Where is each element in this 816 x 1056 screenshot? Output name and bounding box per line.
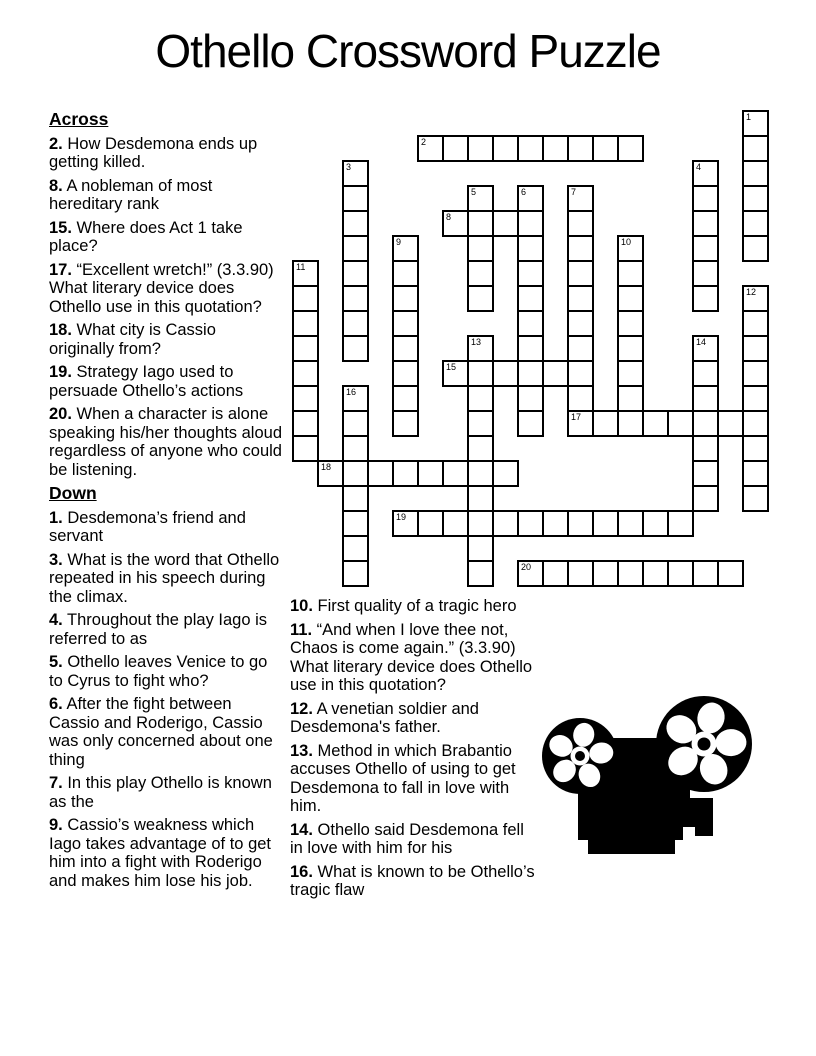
clues-column-left <box>49 110 285 895</box>
clue-number-label: 10. <box>290 597 313 615</box>
clue-number-label: 4. <box>49 611 63 629</box>
clue-number-13: 13 <box>471 337 482 347</box>
grid-cell[interactable] <box>542 360 569 387</box>
grid-cell[interactable] <box>742 435 769 462</box>
clue-across-19: 19. Strategy Iago used to persuade Othello’s actions <box>49 363 244 400</box>
clues-column-middle <box>290 597 535 905</box>
grid-cell[interactable] <box>517 310 544 337</box>
grid-cell[interactable] <box>392 460 419 487</box>
grid-cell[interactable] <box>392 310 419 337</box>
clue-across-2: 2. How Desdemona ends up getting killed. <box>49 134 258 171</box>
clue-down-6: 6. After the fight between Cassio and Roderigo, Cassio was only concerned about one thing <box>49 695 273 769</box>
grid-cell[interactable] <box>642 410 669 437</box>
grid-cell[interactable] <box>342 535 369 562</box>
clue-number-8: 8 <box>446 212 452 222</box>
grid-cell[interactable] <box>617 235 644 262</box>
film-reel-right <box>656 696 752 792</box>
grid-cell[interactable] <box>467 485 494 512</box>
grid-cell[interactable] <box>742 410 769 437</box>
clue-number-label: 9. <box>49 816 63 834</box>
grid-cell[interactable] <box>692 460 719 487</box>
grid-cell[interactable] <box>442 510 469 537</box>
clue-down-14: 14. Othello said Desdemona fell in love with him for his <box>290 820 524 857</box>
clue-number-1: 1 <box>746 112 752 122</box>
grid-cell[interactable] <box>467 460 494 487</box>
grid-cell[interactable] <box>517 410 544 437</box>
clue-number-label: 19. <box>49 363 72 381</box>
grid-cell[interactable] <box>742 110 769 137</box>
grid-cell[interactable] <box>692 185 719 212</box>
grid-cell[interactable] <box>342 260 369 287</box>
grid-cell[interactable] <box>392 410 419 437</box>
grid-cell[interactable] <box>467 560 494 587</box>
grid-cell[interactable] <box>292 335 319 362</box>
grid-cell[interactable] <box>342 560 369 587</box>
clue-number-label: 5. <box>49 653 63 671</box>
clue-number-label: 11. <box>290 620 313 639</box>
clue-number-label: 7. <box>49 774 63 792</box>
grid-cell[interactable] <box>342 285 369 312</box>
grid-cell[interactable] <box>692 260 719 287</box>
grid-cell[interactable] <box>392 510 419 537</box>
clue-number-label: 2. <box>49 134 63 153</box>
clue-number-10: 10 <box>621 237 632 247</box>
clue-number-label: 14. <box>290 820 313 839</box>
clue-number-15: 15 <box>446 362 457 372</box>
clue-across-8: 8. A nobleman of most hereditary rank <box>49 176 213 213</box>
grid-cell[interactable] <box>292 360 319 387</box>
grid-cell[interactable] <box>467 235 494 262</box>
grid-cell[interactable] <box>692 360 719 387</box>
grid-cell[interactable] <box>392 235 419 262</box>
grid-cell[interactable] <box>342 410 369 437</box>
grid-cell[interactable] <box>467 385 494 412</box>
clue-number-label: 6. <box>49 695 63 713</box>
clue-number-19: 19 <box>396 512 407 522</box>
clue-across-18: 18. What city is Cassio originally from? <box>49 321 216 358</box>
clue-across-15: 15. Where does Act 1 take place? <box>49 218 243 255</box>
grid-cell[interactable] <box>517 185 544 212</box>
clue-number-label: 3. <box>49 550 63 569</box>
grid-cell[interactable] <box>517 210 544 237</box>
grid-cell[interactable] <box>617 335 644 362</box>
clue-down-3: 3. What is the word that Othello repeated in his speech during the climax. <box>49 550 280 606</box>
clue-number-label: 12. <box>290 699 313 718</box>
clue-number-5: 5 <box>471 187 477 197</box>
grid-cell[interactable] <box>567 235 594 262</box>
grid-cell[interactable] <box>592 510 619 537</box>
grid-cell[interactable] <box>492 210 519 237</box>
clue-number-11: 11 <box>296 262 306 272</box>
clue-down-1: 1. Desdemona’s friend and servant <box>49 508 246 545</box>
grid-cell[interactable] <box>742 385 769 412</box>
grid-cell[interactable] <box>692 285 719 312</box>
grid-cell[interactable] <box>742 210 769 237</box>
grid-cell[interactable] <box>467 285 494 312</box>
grid-cell[interactable] <box>292 435 319 462</box>
grid-cell[interactable] <box>542 560 569 587</box>
grid-cell[interactable] <box>342 335 369 362</box>
clue-number-2: 2 <box>421 137 427 147</box>
grid-cell[interactable] <box>292 285 319 312</box>
grid-cell[interactable] <box>517 510 544 537</box>
grid-cell[interactable] <box>692 160 719 187</box>
clue-number-label: 17. <box>49 260 72 279</box>
grid-cell[interactable] <box>367 460 394 487</box>
grid-cell[interactable] <box>292 310 319 337</box>
grid-cell[interactable] <box>567 260 594 287</box>
clue-number-7: 7 <box>571 187 577 197</box>
grid-cell[interactable] <box>617 135 644 162</box>
grid-cell[interactable] <box>392 260 419 287</box>
grid-cell[interactable] <box>342 485 369 512</box>
grid-cell[interactable] <box>467 435 494 462</box>
grid-cell[interactable] <box>617 510 644 537</box>
grid-cell[interactable] <box>742 335 769 362</box>
grid-cell[interactable] <box>567 285 594 312</box>
grid-cell[interactable] <box>617 260 644 287</box>
grid-cell[interactable] <box>467 260 494 287</box>
clue-number-18: 18 <box>321 462 332 472</box>
grid-cell[interactable] <box>567 510 594 537</box>
grid-cell[interactable] <box>467 510 494 537</box>
grid-cell[interactable] <box>692 485 719 512</box>
grid-cell[interactable] <box>442 210 469 237</box>
grid-cell[interactable] <box>467 135 494 162</box>
grid-cell[interactable] <box>417 135 444 162</box>
grid-cell[interactable] <box>567 135 594 162</box>
grid-cell[interactable] <box>517 260 544 287</box>
clue-number-label: 16. <box>290 862 313 881</box>
grid-cell[interactable] <box>342 235 369 262</box>
grid-cell[interactable] <box>567 410 594 437</box>
grid-cell[interactable] <box>417 460 444 487</box>
clue-number-17: 17 <box>571 412 582 422</box>
grid-cell[interactable] <box>467 535 494 562</box>
grid-cell[interactable] <box>442 135 469 162</box>
grid-cell[interactable] <box>742 460 769 487</box>
grid-cell[interactable] <box>617 410 644 437</box>
clue-down-11: 11. “And when I love thee not, Chaos is come again.” (3.3.90) What literary device does Othello use in this quotation? <box>290 620 533 694</box>
grid-cell[interactable] <box>642 560 669 587</box>
grid-cell[interactable] <box>717 560 744 587</box>
grid-cell[interactable] <box>567 385 594 412</box>
grid-cell[interactable] <box>667 510 694 537</box>
grid-cell[interactable] <box>617 310 644 337</box>
grid-cell[interactable] <box>692 410 719 437</box>
clue-number-label: 1. <box>49 508 63 527</box>
grid-cell[interactable] <box>692 335 719 362</box>
grid-cell[interactable] <box>467 210 494 237</box>
grid-cell[interactable] <box>567 360 594 387</box>
clue-down-12: 12. A venetian soldier and Desdemona's father. <box>290 699 479 736</box>
grid-cell[interactable] <box>617 360 644 387</box>
grid-cell[interactable] <box>742 360 769 387</box>
clue-down-9: 9. Cassio’s weakness which Iago takes advantage of to get him into a fight with Roderigo and makes him lose his job. <box>49 816 272 890</box>
grid-cell[interactable] <box>292 385 319 412</box>
clue-number-label: 15. <box>49 218 72 237</box>
grid-cell[interactable] <box>517 285 544 312</box>
film-projector-icon <box>528 688 776 860</box>
grid-cell[interactable] <box>492 510 519 537</box>
grid-cell[interactable] <box>567 185 594 212</box>
grid-cell[interactable] <box>692 435 719 462</box>
grid-cell[interactable] <box>592 560 619 587</box>
down-header: Down <box>49 483 97 503</box>
grid-cell[interactable] <box>467 335 494 362</box>
grid-cell[interactable] <box>392 335 419 362</box>
clue-across-17: 17. “Excellent wretch!” (3.3.90) What literary device does Othello use in this quotation? <box>49 260 274 316</box>
grid-cell[interactable] <box>492 460 519 487</box>
clue-across-20: 20. When a character is alone speaking his/her thoughts aloud regardless of anyone who could be listening. <box>49 405 282 479</box>
grid-cell[interactable] <box>342 435 369 462</box>
grid-cell[interactable] <box>467 360 494 387</box>
grid-cell[interactable] <box>567 310 594 337</box>
clue-down-13: 13. Method in which Brabantio accuses Othello of using to get Desdemona to fall in love with him. <box>290 741 516 815</box>
clue-number-label: 20. <box>49 405 72 423</box>
grid-cell[interactable] <box>617 385 644 412</box>
page-title: Othello Crossword Puzzle <box>155 25 661 77</box>
grid-cell[interactable] <box>517 560 544 587</box>
across-header: Across <box>49 109 109 129</box>
grid-cell[interactable] <box>467 185 494 212</box>
grid-cell[interactable] <box>567 335 594 362</box>
grid-cell[interactable] <box>692 235 719 262</box>
clue-down-5: 5. Othello leaves Venice to go to Cyrus to fight who? <box>49 653 268 690</box>
grid-cell[interactable] <box>492 360 519 387</box>
grid-cell[interactable] <box>742 160 769 187</box>
clue-down-10: 10. First quality of a tragic hero <box>290 597 517 615</box>
grid-cell[interactable] <box>342 185 369 212</box>
grid-cell[interactable] <box>317 460 344 487</box>
grid-cell[interactable] <box>667 560 694 587</box>
clue-number-16: 16 <box>346 387 357 397</box>
clue-number-20: 20 <box>521 562 532 572</box>
grid-cell[interactable] <box>442 360 469 387</box>
grid-cell[interactable] <box>342 385 369 412</box>
grid-cell[interactable] <box>517 135 544 162</box>
grid-cell[interactable] <box>542 510 569 537</box>
grid-cell[interactable] <box>692 560 719 587</box>
grid-cell[interactable] <box>742 310 769 337</box>
clue-number-4: 4 <box>696 162 702 172</box>
clue-down-4: 4. Throughout the play Iago is referred to as <box>49 611 268 648</box>
grid-cell[interactable] <box>392 385 419 412</box>
grid-cell[interactable] <box>517 385 544 412</box>
grid-cell[interactable] <box>342 310 369 337</box>
grid-cell[interactable] <box>342 460 369 487</box>
grid-cell[interactable] <box>692 210 719 237</box>
grid-cell[interactable] <box>692 385 719 412</box>
grid-cell[interactable] <box>342 160 369 187</box>
clue-number-6: 6 <box>521 187 527 197</box>
clue-down-7: 7. In this play Othello is known as the <box>49 774 272 811</box>
grid-cell[interactable] <box>517 235 544 262</box>
projector-base <box>588 838 675 854</box>
grid-cell[interactable] <box>542 135 569 162</box>
clue-number-14: 14 <box>696 337 707 347</box>
grid-cell[interactable] <box>392 360 419 387</box>
grid-cell[interactable] <box>742 235 769 262</box>
grid-cell[interactable] <box>592 135 619 162</box>
grid-cell[interactable] <box>417 510 444 537</box>
grid-cell[interactable] <box>517 335 544 362</box>
grid-cell[interactable] <box>342 510 369 537</box>
clue-number-label: 8. <box>49 176 63 195</box>
grid-cell[interactable] <box>667 410 694 437</box>
crossword-grid <box>292 110 770 588</box>
clue-number-12: 12 <box>746 287 757 297</box>
clue-number-label: 18. <box>49 321 72 339</box>
clue-number-3: 3 <box>346 162 352 172</box>
projector-notch <box>683 827 695 841</box>
grid-cell[interactable] <box>517 360 544 387</box>
grid-cell[interactable] <box>742 135 769 162</box>
grid-cell[interactable] <box>567 560 594 587</box>
grid-cell[interactable] <box>592 410 619 437</box>
clue-number-9: 9 <box>396 237 402 247</box>
grid-cell[interactable] <box>742 185 769 212</box>
grid-cell[interactable] <box>492 135 519 162</box>
grid-cell[interactable] <box>742 485 769 512</box>
grid-cell[interactable] <box>292 410 319 437</box>
grid-cell[interactable] <box>467 410 494 437</box>
grid-cell[interactable] <box>342 210 369 237</box>
grid-cell[interactable] <box>392 285 419 312</box>
grid-cell[interactable] <box>567 210 594 237</box>
film-reel-left <box>542 718 618 794</box>
clue-number-label: 13. <box>290 741 313 760</box>
clue-down-16: 16. What is known to be Othello’s tragic flaw <box>290 862 535 899</box>
grid-cell[interactable] <box>617 285 644 312</box>
grid-cell[interactable] <box>717 410 744 437</box>
grid-cell[interactable] <box>617 560 644 587</box>
grid-cell[interactable] <box>742 285 769 312</box>
grid-cell[interactable] <box>442 460 469 487</box>
grid-cell[interactable] <box>292 260 319 287</box>
grid-cell[interactable] <box>642 510 669 537</box>
